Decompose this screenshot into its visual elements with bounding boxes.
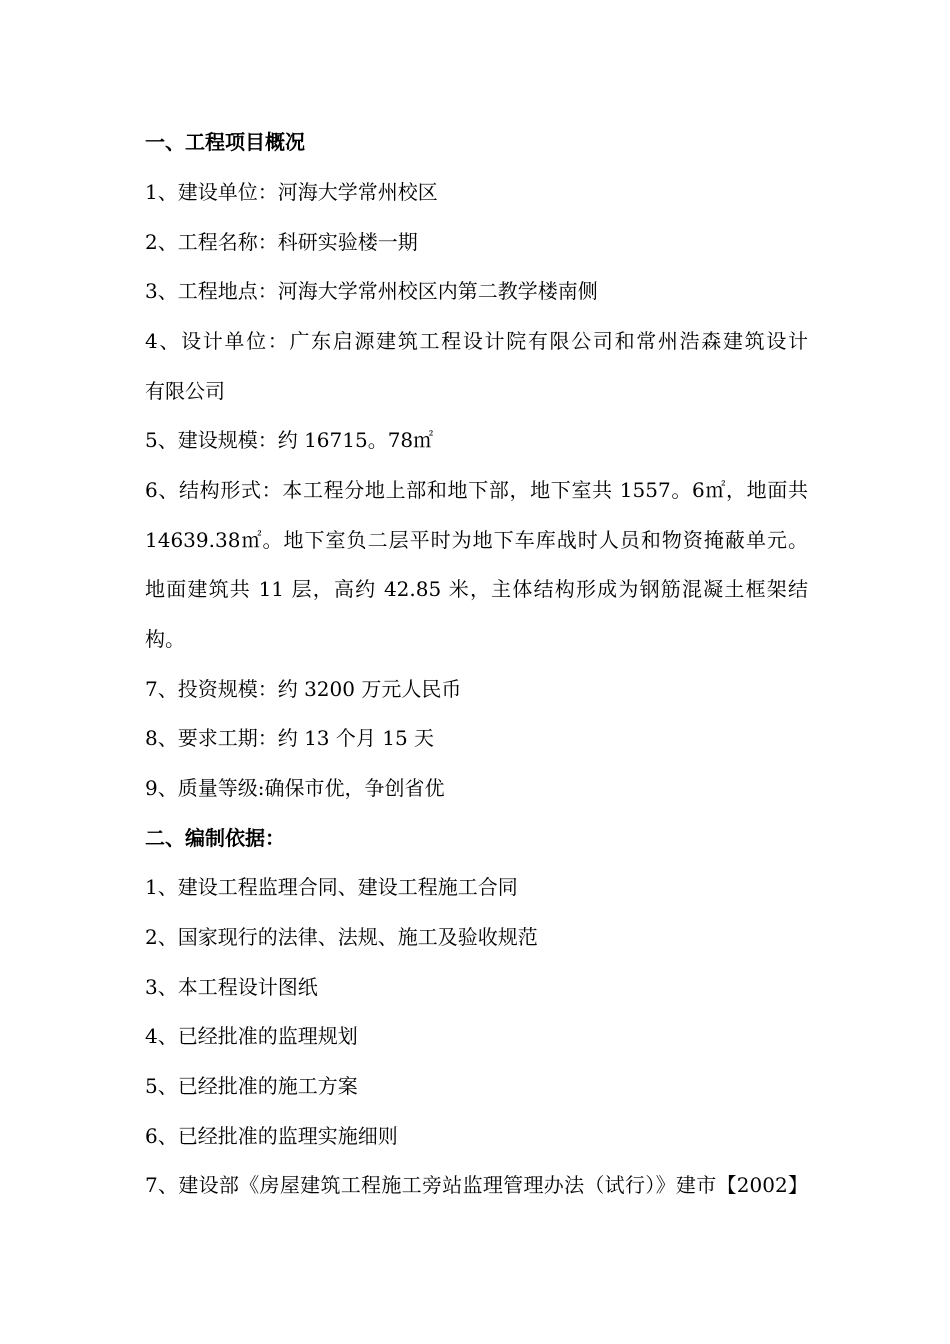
project-item-6-line-1: 6、结构形式：本工程分地上部和地下部，地下室共 1557。6㎡，地面共: [145, 478, 808, 502]
project-item-8: 8、要求工期：约 13 个月 15 天: [145, 726, 435, 750]
project-item-4-line-2: 有限公司: [145, 379, 225, 403]
basis-item-5: 5、已经批准的施工方案: [145, 1074, 358, 1098]
project-item-7: 7、投资规模：约 3200 万元人民币: [145, 677, 462, 701]
project-item-4-line-1: 4、设计单位：广东启源建筑工程设计院有限公司和常州浩森建筑设计: [145, 329, 808, 353]
project-item-6-line-4: 构。: [145, 627, 185, 651]
project-item-6-line-3: 地面建筑共 11 层，高约 42.85 米，主体结构形成为钢筋混凝土框架结: [145, 577, 808, 601]
section-2-heading: 二、编制依据：: [145, 826, 285, 850]
basis-item-2: 2、国家现行的法律、法规、施工及验收规范: [145, 925, 538, 949]
project-item-6-line-2: 14639.38㎡。地下室负二层平时为地下车库战时人员和物资掩蔽单元。: [145, 528, 808, 552]
section-1-heading: 一、工程项目概况: [145, 130, 305, 154]
basis-item-4: 4、已经批准的监理规划: [145, 1024, 358, 1048]
project-item-9: 9、质量等级:确保市优，争创省优: [145, 776, 445, 800]
basis-item-1: 1、建设工程监理合同、建设工程施工合同: [145, 875, 518, 899]
basis-item-6: 6、已经批准的监理实施细则: [145, 1124, 398, 1148]
basis-item-3: 3、本工程设计图纸: [145, 975, 318, 999]
project-item-1: 1、建设单位：河海大学常州校区: [145, 180, 438, 204]
project-item-3: 3、工程地点：河海大学常州校区内第二教学楼南侧: [145, 279, 598, 303]
project-item-5: 5、建设规模：约 16715。78㎡: [145, 428, 434, 452]
basis-item-7: 7、建设部《房屋建筑工程施工旁站监理管理办法（试行）》建市【2002】: [145, 1173, 808, 1197]
project-item-2: 2、工程名称：科研实验楼一期: [145, 230, 418, 254]
